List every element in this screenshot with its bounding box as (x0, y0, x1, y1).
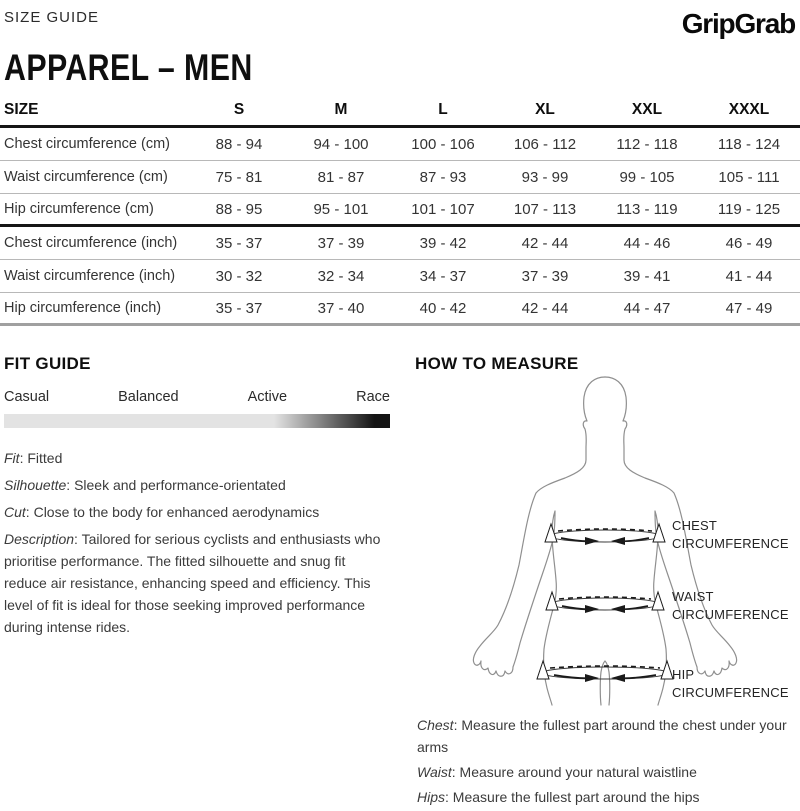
table-cell: 42 - 44 (521, 234, 569, 252)
page-eyebrow: SIZE GUIDE (4, 9, 100, 26)
table-cell: 37 - 39 (317, 234, 365, 252)
table-cell: 39 - 41 (623, 267, 671, 285)
table-header-row (0, 101, 800, 128)
table-cell: 44 - 47 (623, 299, 671, 317)
how-to-measure-title: HOW TO MEASURE (415, 354, 579, 373)
scale-label-casual: Casual (4, 389, 50, 405)
attr-text: Measure around your natural waistline (459, 764, 697, 780)
table-cell: 37 - 40 (317, 299, 365, 317)
attr-text: Measure the fullest part around the hips (452, 789, 700, 805)
waist-measure-ring (546, 592, 664, 613)
table-cell: 107 - 113 (513, 200, 577, 218)
label-line: HIP (672, 667, 695, 682)
table-cell: 81 - 87 (317, 168, 365, 186)
fit-attr (4, 447, 390, 469)
measure-instructions (417, 714, 799, 811)
row-label: Chest circumference (cm) (4, 136, 170, 152)
hip-measure-ring (537, 661, 673, 682)
table-cell: 32 - 34 (317, 267, 365, 285)
table-cell: 100 - 106 (411, 135, 475, 153)
attr-text: Measure the fullest part around the chest under your arms (417, 717, 787, 755)
table-row (0, 260, 800, 293)
fit-attr (4, 501, 390, 523)
table-cell: 95 - 101 (313, 200, 369, 218)
attr-text: Fitted (27, 450, 63, 466)
row-label: Hip circumference (inch) (4, 300, 162, 316)
waist-circumference-label (672, 588, 800, 624)
table-cell: 30 - 32 (215, 267, 263, 285)
attr-term: Cut : (4, 504, 34, 520)
page-title (4, 47, 307, 89)
measure-note (417, 761, 799, 783)
row-label: Chest circumference (inch) (4, 235, 178, 251)
table-cell: 105 - 111 (718, 168, 780, 186)
attr-term: Fit : (4, 450, 27, 466)
attr-term: Waist : (417, 764, 460, 780)
attr-term: Chest : (417, 717, 461, 733)
gripgrab-logo: GripGrab (681, 8, 795, 39)
table-row (0, 161, 800, 194)
label-line: CHEST (672, 518, 718, 533)
fit-guide-title: FIT GUIDE (4, 354, 91, 373)
table-cell: 118 - 124 (717, 135, 781, 153)
attr-text: Tailored for serious cyclists and enthusiasts who prioritise performance. The fitted silhouette and snug fit reduce air resistance, enhancing speed and efficiency. This level of fit is ideal for those seeking improved performance during intense rides. (4, 531, 381, 635)
fit-scale-gradient-bar (4, 414, 390, 428)
size-table (0, 101, 800, 326)
table-cell: 42 - 44 (521, 299, 569, 317)
table-cell: 47 - 49 (725, 299, 773, 317)
table-cell: 35 - 37 (215, 234, 263, 252)
table-cell: 35 - 37 (215, 299, 263, 317)
table-cell: 39 - 42 (419, 234, 467, 252)
table-cell: 113 - 119 (616, 200, 678, 218)
scale-label-active: Active (247, 389, 288, 405)
label-line: CIRCUMFERENCE (672, 536, 789, 551)
fit-attr (4, 528, 390, 638)
row-label: Hip circumference (cm) (4, 201, 154, 217)
table-row (0, 128, 800, 161)
hip-circumference-label (672, 666, 800, 702)
table-row (0, 227, 800, 260)
table-cell: 41 - 44 (725, 267, 773, 285)
table-cell: 99 - 105 (619, 168, 675, 186)
table-cell: 106 - 112 (513, 135, 577, 153)
attr-term: Description : (4, 531, 82, 547)
table-cell: 101 - 107 (411, 200, 475, 218)
fit-guide-section (4, 354, 390, 643)
table-cell: 46 - 49 (725, 234, 773, 252)
measure-note (417, 714, 799, 758)
column-header: XXXL (728, 101, 770, 118)
measure-note (417, 786, 799, 808)
how-to-measure-section (415, 354, 800, 805)
column-header: S (233, 101, 245, 118)
fit-scale-labels (4, 389, 390, 405)
row-label: Waist circumference (cm) (4, 169, 168, 185)
label-line: CIRCUMFERENCE (672, 685, 789, 700)
table-cell: 75 - 81 (215, 168, 263, 186)
label-line: WAIST (672, 589, 714, 604)
attr-text: Sleek and performance-orientated (74, 477, 286, 493)
table-cell: 44 - 46 (623, 234, 671, 252)
table-cell: 93 - 99 (521, 168, 569, 186)
column-header: SIZE (4, 101, 39, 118)
attr-term: Hips : (417, 789, 453, 805)
chest-measure-ring (545, 524, 665, 545)
table-cell: 112 - 118 (616, 135, 678, 153)
label-line: CIRCUMFERENCE (672, 607, 789, 622)
fit-attr (4, 474, 390, 496)
fit-attributes (4, 447, 390, 638)
row-label: Waist circumference (inch) (4, 268, 176, 284)
table-cell: 119 - 125 (717, 200, 781, 218)
scale-label-balanced: Balanced (118, 389, 179, 405)
page-title-text: APPAREL – MEN (4, 47, 253, 88)
attr-term: Silhouette : (4, 477, 74, 493)
column-header: XL (535, 101, 555, 118)
column-header: M (334, 101, 348, 118)
table-row (0, 194, 800, 227)
table-cell: 88 - 95 (215, 200, 263, 218)
scale-label-race: Race (356, 389, 390, 405)
table-cell: 37 - 39 (521, 267, 569, 285)
table-cell: 88 - 94 (215, 135, 263, 153)
column-header: L (438, 101, 448, 118)
table-cell: 40 - 42 (419, 299, 467, 317)
table-row (0, 293, 800, 326)
table-cell: 87 - 93 (419, 168, 467, 186)
column-header: XXL (631, 101, 663, 118)
table-cell: 34 - 37 (419, 267, 467, 285)
chest-circumference-label (672, 517, 800, 553)
table-cell: 94 - 100 (313, 135, 369, 153)
attr-text: Close to the body for enhanced aerodynamics (33, 504, 320, 520)
